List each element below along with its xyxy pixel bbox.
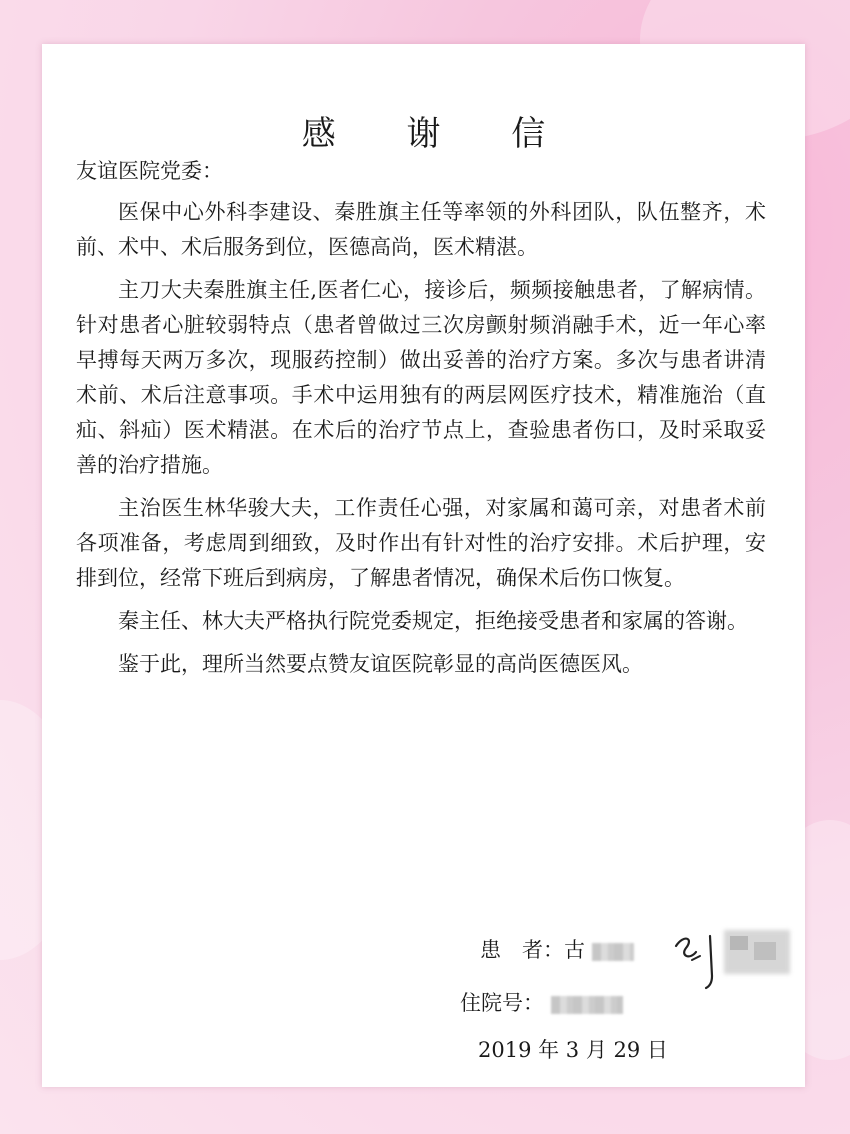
letter-paragraph: 秦主任、林大夫严格执行院党委规定，拒绝接受患者和家属的答谢。: [118, 609, 748, 633]
letter-paragraph: 主治医生林华骏大夫，工作责任心强，对家属和蔼可亲，对患者术前各项准备，考虑周到细致，及时作出有针对性的治疗安排。术后护理，安排到位，经常下班后到病房，了解患者情况，确保术后伤口恢复。: [76, 496, 766, 590]
patient-name: 古: [564, 938, 585, 962]
letter-body: [76, 154, 766, 690]
letter-paragraph: 主刀大夫秦胜旗主任,医者仁心，接诊后，频频接触患者，了解病情。针对患者心脏较弱特点（患者曾做过三次房颤射频消融手术，近一年心率早搏每天两万多次，现服药控制）做出妥善的治疗方案。多次与患者讲清术前、术后注意事项。手术中运用独有的两层网医疗技术，精准施治（直疝、斜疝）医术精湛。在术后的治疗节点上，查验患者伤口，及时采取妥善的治疗措施。: [76, 278, 766, 477]
letter-paragraph: 鉴于此，理所当然要点赞友谊医院彰显的高尚医德医风。: [118, 652, 643, 676]
admission-row: [460, 987, 623, 1017]
letter-date: 2019 年 3 月 29 日: [478, 1038, 668, 1062]
patient-label: 患 者：: [480, 938, 564, 962]
handwritten-signature: [670, 916, 800, 996]
redacted-name: [592, 943, 634, 961]
patient-row: [480, 934, 634, 964]
letter-paragraph: 医保中心外科李建设、秦胜旗主任等率领的外科团队，队伍整齐，术前、术中、术后服务到位，医德高尚，医术精湛。: [76, 200, 766, 259]
letter-title: 感 谢 信: [301, 114, 576, 154]
letter-paper: [42, 44, 805, 1087]
letter-salutation: 友谊医院党委：: [76, 159, 223, 183]
redacted-admission-number: [551, 996, 623, 1014]
admission-label: 住院号：: [460, 991, 544, 1015]
